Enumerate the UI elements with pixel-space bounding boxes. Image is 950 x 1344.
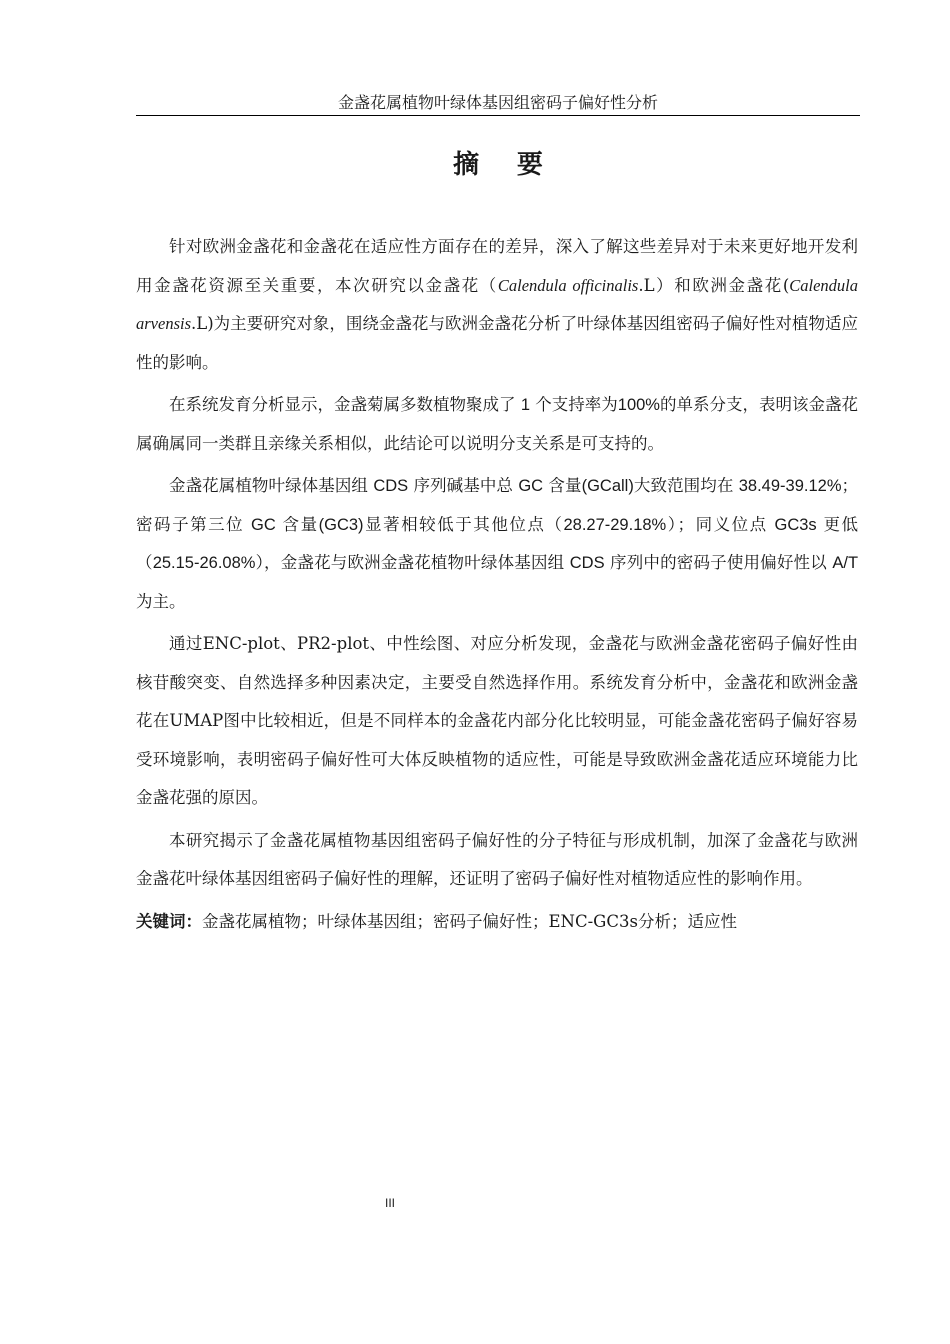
page-number: III bbox=[384, 1196, 395, 1210]
keywords-label: 关键词： bbox=[136, 911, 202, 931]
running-header-title: 金盏花属植物叶绿体基因组密码子偏好性分析 bbox=[337, 93, 658, 112]
keywords-line bbox=[136, 907, 858, 937]
page-title: 摘 要 bbox=[453, 150, 558, 180]
species-name-officinalis: Calendula officinalis bbox=[497, 275, 639, 295]
abstract-body bbox=[136, 228, 858, 937]
keywords-text: 金盏花属植物；叶绿体基因组；密码子偏好性；ENC-GC3s分析；适应性 bbox=[202, 911, 737, 931]
species-name-arvensis: Calendula arvensis bbox=[136, 275, 859, 333]
abstract-paragraph-1: 针对欧洲金盏花和金盏花在适应性方面存在的差异，深入了解这些差异对于未来更好地开发利用金盏花资源至关重要，本次研究以金盏花（Calendula officinalis.L）和欧洲金盏花(Calendula arvensis.L)为主要研究对象，围绕金盏花与欧洲金盏花分析了叶绿体基因组密码子偏好性对植物适应性的影响。 bbox=[136, 237, 859, 372]
abstract-paragraph-5: 本研究揭示了金盏花属植物基因组密码子偏好性的分子特征与形成机制，加深了金盏花与欧洲金盏花叶绿体基因组密码子偏好性的理解，还证明了密码子偏好性对植物适应性的影响作用。 bbox=[136, 830, 858, 888]
abstract-paragraph-3: 金盏花属植物叶绿体基因组 CDS 序列碱基中总 GC 含量(GCall)大致范围均在 38.49-39.12%；密码子第三位 GC 含量(GC3)显著相较低于其他位点（28.27-29.18%）；同义位点 GC3s 更低（25.15-26.08%），金盏花与欧洲金盏花植物叶绿体基因组 CDS 序列中的密码子使用偏好性以 A/T 为主。 bbox=[136, 476, 859, 611]
abstract-paragraph-2: 在系统发育分析显示，金盏菊属多数植物聚成了 1 个支持率为100%的单系分支，表明该金盏花属确属同一类群且亲缘关系相似，此结论可以说明分支关系是可支持的。 bbox=[136, 395, 859, 453]
running-header bbox=[136, 93, 860, 116]
abstract-paragraph-4: 通过ENC-plot、PR2-plot、中性绘图、对应分析发现，金盏花与欧洲金盏花密码子偏好性由核苷酸突变、自然选择多种因素决定，主要受自然选择作用。系统发育分析中，金盏花和欧洲金盏花在UMAP图中比较相近，但是不同样本的金盏花内部分化比较明显，可能金盏花密码子偏好容易受环境影响，表明密码子偏好性可大体反映植物的适应性，可能是导致欧洲金盏花适应环境能力比金盏花强的原因。 bbox=[136, 634, 858, 807]
